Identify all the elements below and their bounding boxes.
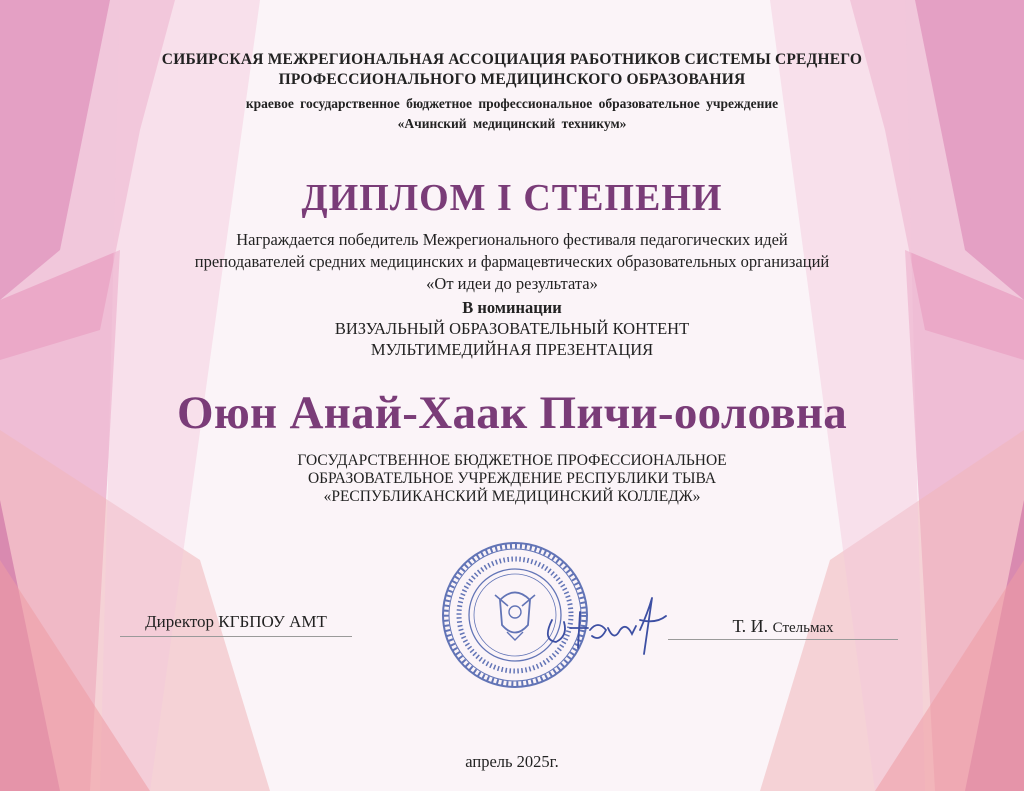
institution-line-2: «Ачинский медицинский техникум»: [397, 116, 627, 131]
signatory-surname: Стельмах: [772, 620, 834, 636]
recipient-institution-line-1: ГОСУДАРСТВЕННОЕ БЮДЖЕТНОЕ ПРОФЕССИОНАЛЬНОЕ: [297, 452, 727, 469]
award-line-2: преподавателей средних медицинских и фармацевтических образовательных организаций: [194, 252, 830, 271]
nomination-heading: В номинации: [462, 298, 562, 317]
recipient-institution-line-3: «РЕСПУБЛИКАНСКИЙ МЕДИЦИНСКИЙ КОЛЛЕДЖ»: [323, 488, 701, 505]
signatory-initials: Т. И.: [732, 616, 769, 636]
nomination-text: [0, 318, 1024, 360]
recipient-institution: [0, 452, 1024, 506]
recipient-institution-line-2: ОБРАЗОВАТЕЛЬНОЕ УЧРЕЖДЕНИЕ РЕСПУБЛИКИ ТЫВА: [307, 470, 717, 487]
institution-name: [0, 94, 1024, 134]
signatory-name: [668, 616, 898, 640]
signatory-position: Директор КГБПОУ АМТ: [120, 612, 352, 637]
award-line-1: Награждается победитель Межрегионального фестиваля педагогических идей: [236, 230, 788, 249]
association-name: [0, 50, 1024, 90]
nomination-line-2: МУЛЬТИМЕДИЙНАЯ ПРЕЗЕНТАЦИЯ: [370, 340, 654, 359]
award-line-3: «От идеи до результата»: [426, 274, 598, 293]
award-date: апрель 2025г.: [465, 752, 559, 771]
recipient-name: Оюн Анай-Хаак Пичи-ооловна: [176, 387, 848, 439]
association-line-1: СИБИРСКАЯ МЕЖРЕГИОНАЛЬНАЯ АССОЦИАЦИЯ РАБОТНИКОВ СИСТЕМЫ СРЕДНЕГО: [161, 51, 863, 68]
diploma-title: ДИПЛОМ I СТЕПЕНИ: [301, 177, 723, 219]
association-line-2: ПРОФЕССИОНАЛЬНОГО МЕДИЦИНСКОГО ОБРАЗОВАНИЯ: [278, 71, 746, 88]
handwritten-signature-icon: [540, 590, 675, 660]
nomination-line-1: ВИЗУАЛЬНЫЙ ОБРАЗОВАТЕЛЬНЫЙ КОНТЕНТ: [334, 319, 690, 338]
award-text: [0, 229, 1024, 295]
institution-line-1: краевое государственное бюджетное профессиональное образовательное учреждение: [245, 96, 779, 111]
